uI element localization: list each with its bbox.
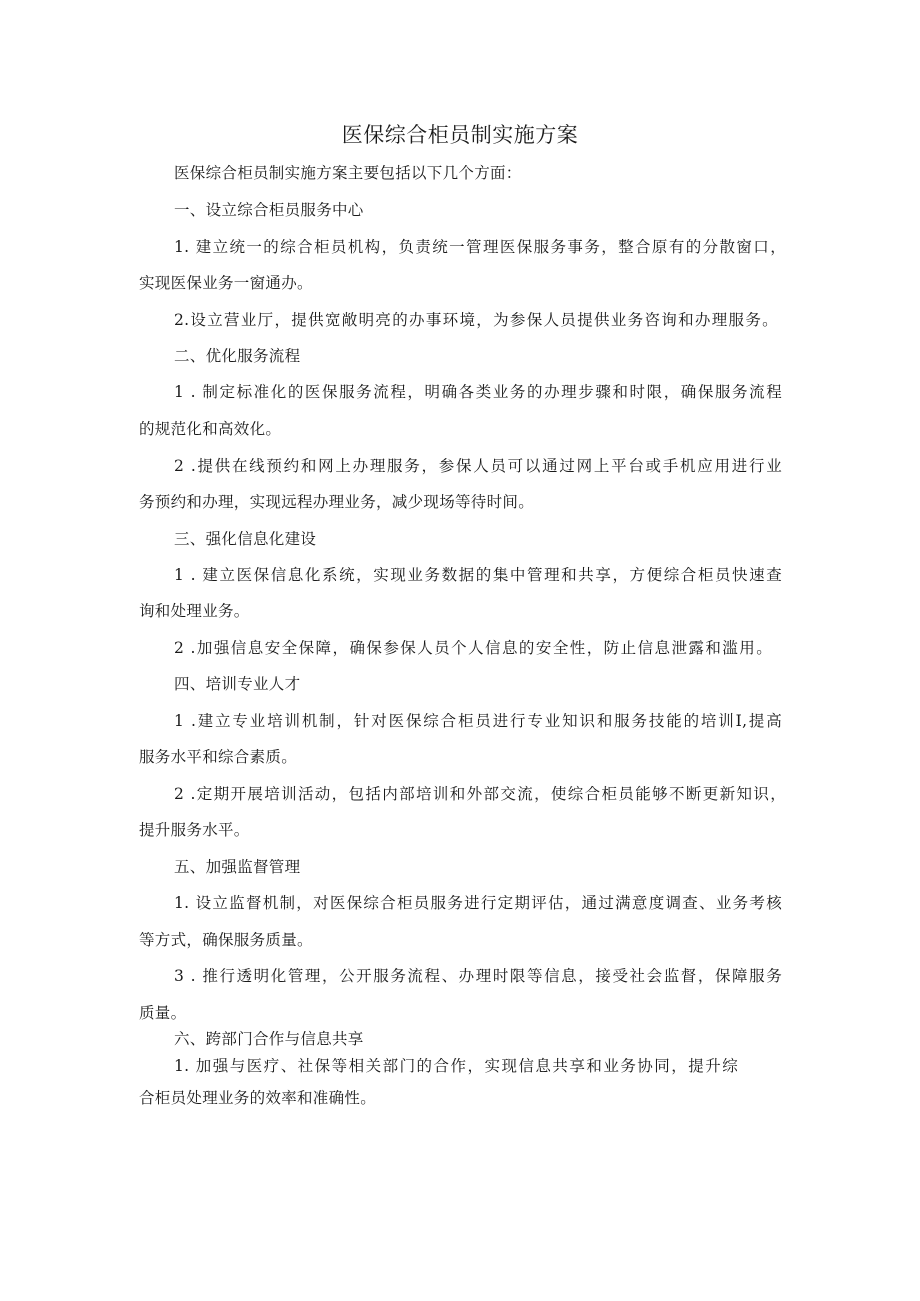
section-4-paragraph-1-line-2: 服务水平和综合素质。 [139, 748, 298, 766]
section-2-paragraph-2-line-1: 2 .提供在线预约和网上办理服务，参保人员可以通过网上平台或手机应用进行业 [174, 457, 782, 475]
section-4-paragraph-2-line-1: 2 .定期开展培训活动，包括内部培训和外部交流，使综合柜员能够不断更新知识， [174, 785, 786, 803]
section-3-heading: 三、强化信息化建设 [174, 530, 317, 548]
section-4-paragraph-2-line-2: 提升服务水平。 [139, 821, 250, 839]
section-4-paragraph-1-line-1: 1 .建立专业培训机制，针对医保综合柜员进行专业知识和服务技能的培训I,提高 [174, 712, 782, 730]
intro-text: 医保综合柜员制实施方案主要包括以下几个方面： [174, 164, 522, 182]
section-5-paragraph-1-line-2: 等方式，确保服务质量。 [139, 931, 313, 949]
section-2-paragraph-2-line-2: 务预约和办理，实现远程办理业务，减少现场等待时间。 [139, 493, 535, 511]
document-title: 医保综合柜员制实施方案 [341, 123, 579, 147]
section-5-paragraph-1-line-1: 1. 设立监督机制，对医保综合柜员服务进行定期评估，通过满意度调查、业务考核 [174, 894, 782, 912]
section-4-heading: 四、培训专业人才 [174, 675, 301, 693]
section-1-paragraph-2-line-1: 2.设立营业厅，提供宽敞明亮的办事环境，为参保人员提供业务咨询和办理服务。 [174, 311, 778, 329]
section-1-heading: 一、设立综合柜员服务中心 [174, 201, 364, 219]
section-3-paragraph-1-line-2: 询和处理业务。 [139, 602, 250, 620]
section-2-paragraph-1-line-1: 1 . 制定标准化的医保服务流程，明确各类业务的办理步骤和时限，确保服务流程 [174, 383, 782, 401]
section-1-paragraph-1-line-2: 实现医保业务一窗通办。 [139, 274, 313, 292]
section-5-heading: 五、加强监督管理 [174, 858, 301, 876]
section-2-paragraph-1-line-2: 的规范化和高效化。 [139, 420, 282, 438]
section-1-paragraph-1-line-1: 1. 建立统一的综合柜员机构，负责统一管理医保服务事务，整合原有的分散窗口， [174, 238, 786, 256]
section-6-paragraph-1-line-1: 1. 加强与医疗、社保等相关部门的合作，实现信息共享和业务协同，提升综 [174, 1057, 738, 1075]
section-2-heading: 二、优化服务流程 [174, 347, 301, 365]
section-3-paragraph-2-line-1: 2 .加强信息安全保障，确保参保人员个人信息的安全性，防止信息泄露和滥用。 [174, 639, 772, 657]
section-5-paragraph-2-line-2: 质量。 [139, 1004, 187, 1022]
section-3-paragraph-1-line-1: 1 . 建立医保信息化系统，实现业务数据的集中管理和共享，方便综合柜员快速查 [174, 566, 782, 584]
section-6-heading: 六、跨部门合作与信息共享 [174, 1030, 364, 1048]
section-5-paragraph-2-line-1: 3 . 推行透明化管理，公开服务流程、办理时限等信息，接受社会监督，保障服务 [174, 967, 782, 985]
section-6-paragraph-1-line-2: 合柜员处理业务的效率和准确性。 [139, 1089, 377, 1107]
